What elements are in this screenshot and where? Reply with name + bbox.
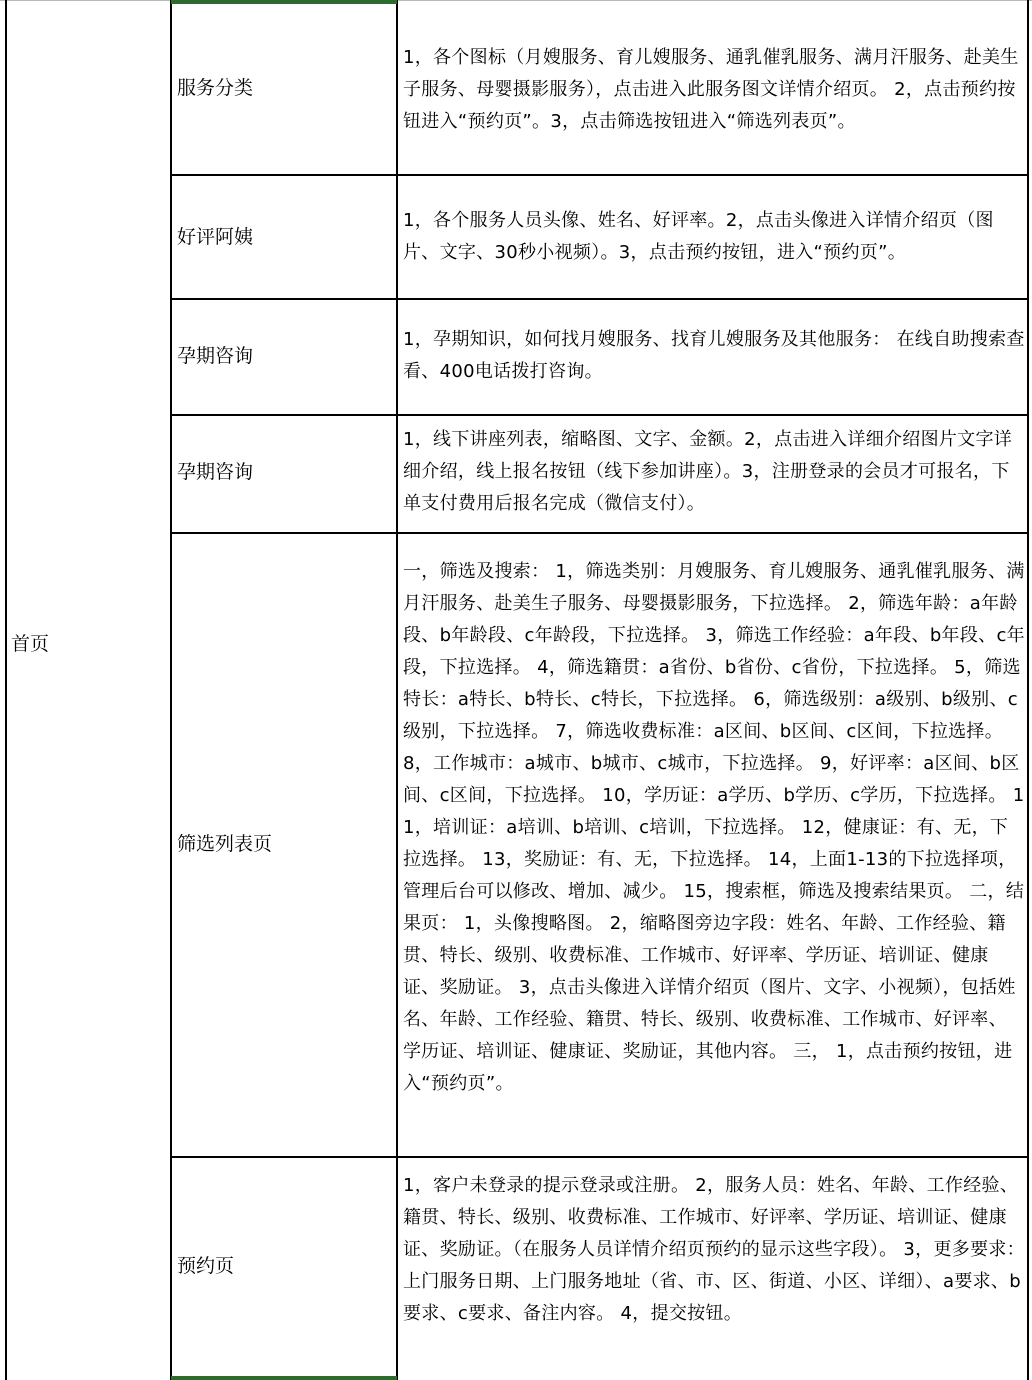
- row-description-pregnancy-lecture: 1，线下讲座列表，缩略图、文字、金额。2，点击进入详细介绍图片文字详细介绍，线上报名按钮（线下参加讲座）。3，注册登录的会员才可报名，下单支付费用后报名完成（微信支付）。: [403, 429, 1013, 514]
- row-description-filter-list-page: 一，筛选及搜索： 1，筛选类别：月嫂服务、育儿嫂服务、通乳催乳服务、满月汗服务、赴美生子服务、母婴摄影服务，下拉选择。 2，筛选年龄：a年龄段、b年龄段、c年龄段，下拉选择。 3，筛选工作经验：a年段、b年段、c年段，下拉选择。 4，筛选籍贯：a省份、b省份、c省份，下拉选择。 5，筛选特长：a特长、b特长、c特长，下拉选择。 6，筛选级别：a级别、b级别、c级别，下拉选择。 7，筛选收费标准：a区间、b区间、c区间，下拉选择。 8，工作城市：a城市、b城市、c城市，下拉选择。 9，好评率：a区间、b区间、c区间，下拉选择。 10，学历证：a学历、b学历、c学历，下拉选择。 11，培训证：a培训、b培训、c培训，下拉选择。 12，健康证：有、无，下拉选择。 13，奖励证：有、无，下拉选择。 14，上面1-13的下拉选择项，管理后台可以修改、增加、减少。 15，搜索框，筛选及搜索结果页。 二，结果页： 1，头像搜略图。 2，缩略图旁边字段：姓名、年龄、工作经验、籍贯、特长、级别、收费标准、工作城市、好评率、学历证、培训证、健康证、奖励证。 3，点击头像进入详情介绍页（图片、文字、小视频），包括姓名、年龄、工作经验、籍贯、特长、级别、收费标准、工作城市、好评率、学历证、培训证、健康证、奖励证，其他内容。 三， 1，点击预约按钮，进入“预约页”。: [403, 561, 1025, 1094]
- sheet-top-edge: [0, 0, 1032, 1]
- table-border-right: [1027, 0, 1029, 1380]
- table-column-divider-2: [396, 0, 398, 1380]
- row-description-service-category: 1，各个图标（月嫂服务、育儿嫂服务、通乳催乳服务、满月汗服务、赴美生子服务、母婴摄影服务），点击进入此服务图文详情介绍页。 2，点击预约按钮进入“预约页”。3，点击筛选按钮进入“筛选列表页”。: [403, 47, 1019, 132]
- row-divider: [170, 532, 1029, 534]
- section-title-cell: 首页: [11, 633, 50, 655]
- selection-accent-top: [171, 0, 397, 4]
- row-label-filter-list-page: 筛选列表页: [177, 833, 273, 855]
- row-label-pregnancy-consult: 孕期咨询: [177, 345, 254, 367]
- row-description-booking-page: 1，客户未登录的提示登录或注册。 2，服务人员：姓名、年龄、工作经验、籍贯、特长、级别、收费标准、工作城市、好评率、学历证、培训证、健康证、奖励证。（在服务人员详情介绍页预约的显示这些字段）。 3，更多要求：上门服务日期、上门服务地址（省、市、区、街道、小区、详细）、a要求、b要求、c要求、备注内容。 4，提交按钮。: [403, 1175, 1025, 1324]
- row-label-service-category: 服务分类: [177, 77, 254, 99]
- row-divider: [170, 1156, 1029, 1158]
- selection-accent-bottom: [171, 1376, 397, 1380]
- row-divider: [170, 174, 1029, 176]
- row-divider: [170, 298, 1029, 300]
- row-label-top-rated-nanny: 好评阿姨: [177, 226, 254, 248]
- table-column-divider-1: [170, 0, 172, 1380]
- row-description-top-rated-nanny: 1，各个服务人员头像、姓名、好评率。2，点击头像进入详情介绍页（图片、文字、30秒小视频）。3，点击预约按钮，进入“预约页”。: [403, 210, 994, 263]
- row-divider: [170, 414, 1029, 416]
- row-description-pregnancy-consult: 1，孕期知识，如何找月嫂服务、找育儿嫂服务及其他服务： 在线自助搜索查看、400电话拨打咨询。: [403, 329, 1025, 382]
- row-label-pregnancy-lecture: 孕期咨询: [177, 461, 254, 483]
- row-label-booking-page: 预约页: [177, 1255, 235, 1277]
- table-border-left: [5, 0, 7, 1380]
